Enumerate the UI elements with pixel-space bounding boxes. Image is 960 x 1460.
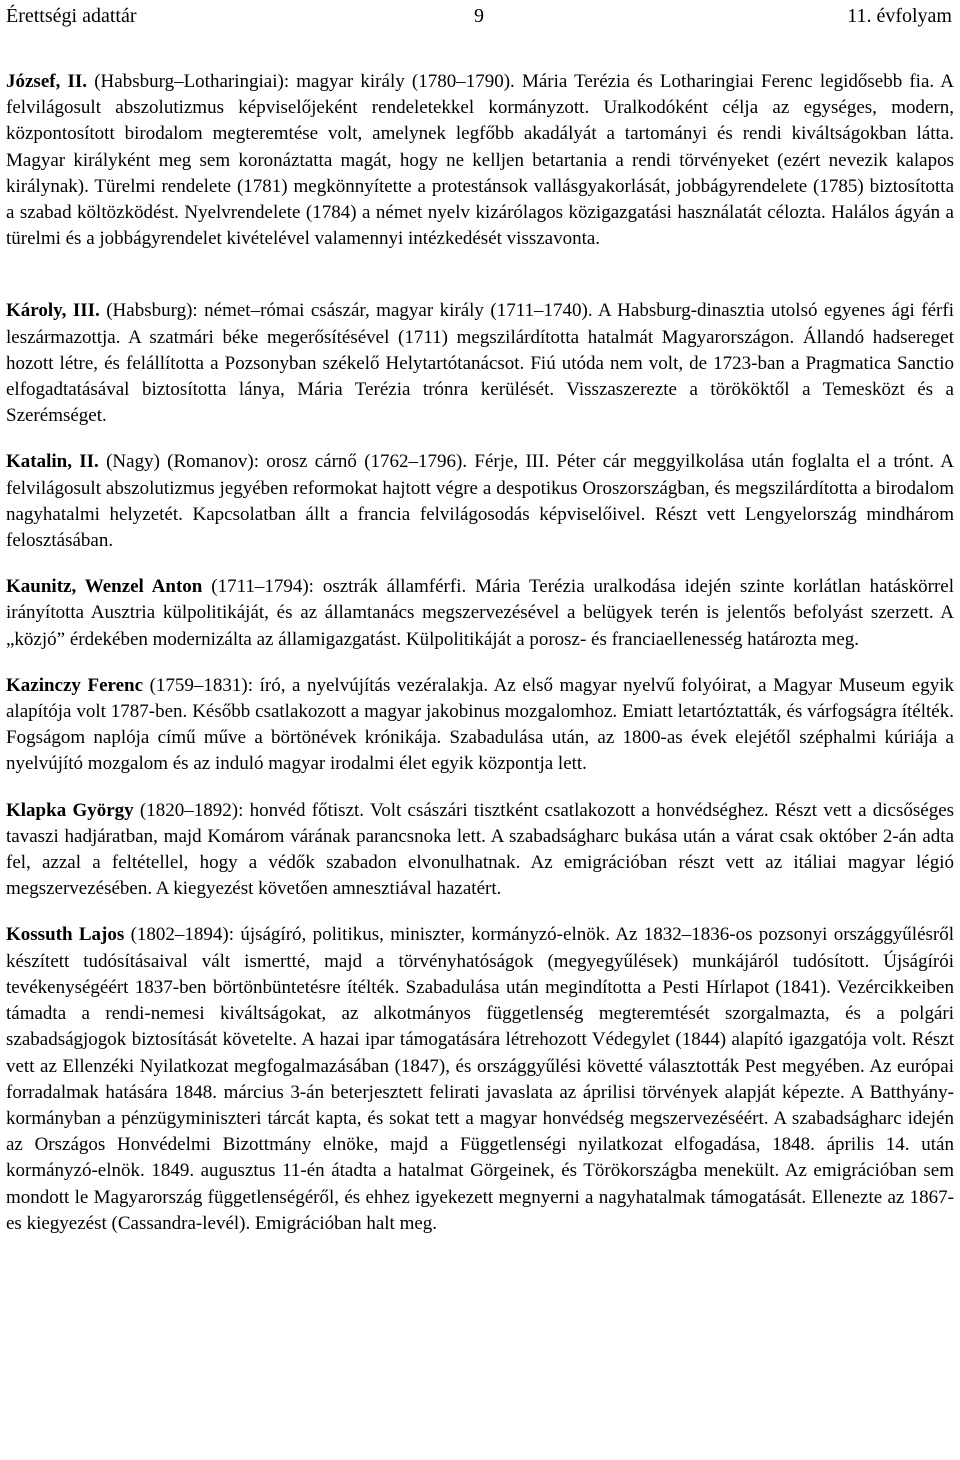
entry-subtitle: (1820–1892): honvéd főtiszt. <box>133 799 365 821</box>
entry-name: József, II. <box>6 71 88 92</box>
entry-name: Kaunitz, Wenzel Anton <box>6 576 203 598</box>
entry-name: Kazinczy Ferenc <box>6 674 144 696</box>
entry-subtitle: (1711–1794): osztrák államférfi. <box>202 576 467 598</box>
entry-kaunitz <box>6 574 954 653</box>
glossary-entries <box>6 69 954 1237</box>
spacer <box>6 778 954 798</box>
entry-katalin-ii <box>6 449 954 554</box>
header-grade: 11. évfolyam <box>847 5 952 27</box>
entry-body: Az 1832–1836-os pozsonyi országgyűlésről készített tudósításaival vált ismertté, majd a törvényhatóságok (megyegyűlések) munkájáról tudósított. Újságírói tevékenységéért 1837-ben börtönbüntetésre ítélték. Szabadulása után megindította a Pesti Hírlapot (1841). Vezércikkeiben támadta a rendi-nemesi kiváltságokat, az alkotmányos függetlenség megteremtését szorgalmazta, és a polgári szabadságjogok biztosítását követelte. A hazai ipar támogatására létrehozott Védegylet (1844) alapító igazgatója volt. Részt vett az Ellenzéki Nyilatkozat megfogalmazásában (1847), és országgyűlési követté választották Pest megyében. Az európai forradalmak hatására 1848. március 3-án beterjesztett felirati javaslata az áprilisi törvények alapját képezte. A Batthyány-kormányban a pénzügyminiszteri tárcát kapta, és sokat tett a magyar honvédség megszervezéséért. A szabadságharc idején az Országos Honvédelmi Bizottmány elnöke, majd a Függetlenségi nyilatkozat elfogadása, 1848. április 14. után kormányzó-elnök. 1849. augusztus 11-én átadta a hatalmat Görgeinek, és Törökországba menekült. Az emigrációban sem mondott le Magyarország függetlenségéről, és ehhez igyekezett megnyerni a nagyhatalmak támogatását. Ellenezte az 1867-es kiegyezést (Cassandra-levél). Emigrációban halt meg. <box>6 924 955 1234</box>
entry-subtitle: (1802–1894): újságíró, politikus, miniszter, kormányzó-elnök. <box>124 924 610 946</box>
entry-name: Károly, III. <box>6 300 100 322</box>
spacer <box>6 554 954 574</box>
entry-body: A Habsburg-dinasztia utolsó egyenes ági férfi leszármazottja. A szatmári béke megerősítésével (1711) megszilárdította hatalmát Magyarországon. Állandó hadsereget hozott létre, és felállította a Pozsonyban székelő Helytartótanácsot. Fiú utóda nem volt, de 1723-ban a Pragmatica Sanctio elfogadtatásával biztosította lánya, Mária Terézia trónra kerülését. Visszaszerezte a törököktől a Temesközt és a Szerémséget. <box>6 300 954 427</box>
entry-subtitle: (Habsburg–Lotharingiai): magyar király (1780–1790). <box>87 71 515 92</box>
entry-karoly-iii <box>6 298 954 429</box>
page-header <box>6 2 952 30</box>
spacer <box>6 653 954 673</box>
entry-jozsef-ii <box>6 69 954 252</box>
entry-body: Az első magyar nyelvű folyóirat, a Magyar Museum egyik alapítója volt 1787-ben. Később csatlakozott a magyar jakobinus mozgalomhoz. Emiatt letartóztatták, és várfogságra ítélték. Fogságom naplója című műve a börtönévek krónikája. Szabadulása után, az 1800-as évek elejétől széphalmi kúriája a nyelvújító mozgalom és az induló magyar irodalmi élet egyik központja lett. <box>6 674 954 775</box>
entry-name: Katalin, II. <box>6 451 99 473</box>
entry-name: Klapka György <box>6 799 134 821</box>
entry-kossuth <box>6 922 954 1236</box>
entry-klapka <box>6 798 954 903</box>
entry-subtitle: (Nagy) (Romanov): orosz cárnő (1762–1796). <box>98 451 468 473</box>
entry-body: Volt császári tisztként csatlakozott a honvédséghez. Részt vett a dicsőséges tavaszi hadjáratban, majd Komárom várának parancsnoka lett. A szabadságharc bukása után a várat csak október 2-án adta fel, azzal a feltétellel, hogy a védők szabadon elvonulhatnak. Az emigrációban részt vett az itáliai magyar légió megszervezésében. A kiegyezést követően amnesztiával hazatért. <box>6 799 955 900</box>
entry-body: Férje, III. Péter cár meggyilkolása után foglalta el a trónt. A felvilágosult abszolutizmus jegyében reformokat hajtott végre a despotikus Oroszországban, és megszilárdította a birodalom nagyhatalmi helyzetét. Kapcsolatban állt a francia felvilágosodás képviselőivel. Részt vett Lengyelország mindhárom felosztásában. <box>6 451 954 552</box>
spacer <box>6 902 954 922</box>
page-number: 9 <box>474 5 484 27</box>
entry-kazinczy <box>6 673 954 778</box>
header-title: Érettségi adattár <box>6 5 137 27</box>
entry-name: Kossuth Lajos <box>6 924 125 946</box>
entry-subtitle: (1759–1831): író, a nyelvújítás vezéralakja. <box>143 674 489 696</box>
entry-body: Mária Terézia uralkodása idején szinte korlátlan hatáskörrel irányította Ausztria külpolitikáját, és az államtanács megszervezésével a belügyek terén is jelentős befolyást szerzett. A „közjó” érdekében modernizálta az államigazgatást. Külpolitikáját a porosz- és franciaellenesség határozta meg. <box>6 576 954 650</box>
entry-body: Mária Terézia és Lotharingiai Ferenc legidősebb fia. A felvilágosult abszolutizmus képviselőjeként rendeletekkel kormányzott. Uralkodóként célja az egységes, modern, központosított birodalom megteremtése volt, amelynek legfőbb akadályát a tartományi és rendi kiváltságokban látta. Magyar királyként meg sem koronáztatta magát, hogy ne kelljen betartania a rendi törvényeket (ezért nevezik kalapos királynak). Türelmi rendelete (1781) megkönnyítette a protestánsok vallásgyakorlását, jobbágyrendelete (1785) biztosította a szabad költözködést. Nyelvrendelete (1784) a német nyelv kizárólagos közigazgatási használatát célozta. Halálos ágyán a türelmi és a jobbágyrendelet kivételével valamennyi intézkedését visszavonta. <box>6 71 954 250</box>
entry-subtitle: (Habsburg): német–római császár, magyar király (1711–1740). <box>99 300 593 322</box>
spacer <box>6 252 954 298</box>
spacer <box>6 429 954 449</box>
